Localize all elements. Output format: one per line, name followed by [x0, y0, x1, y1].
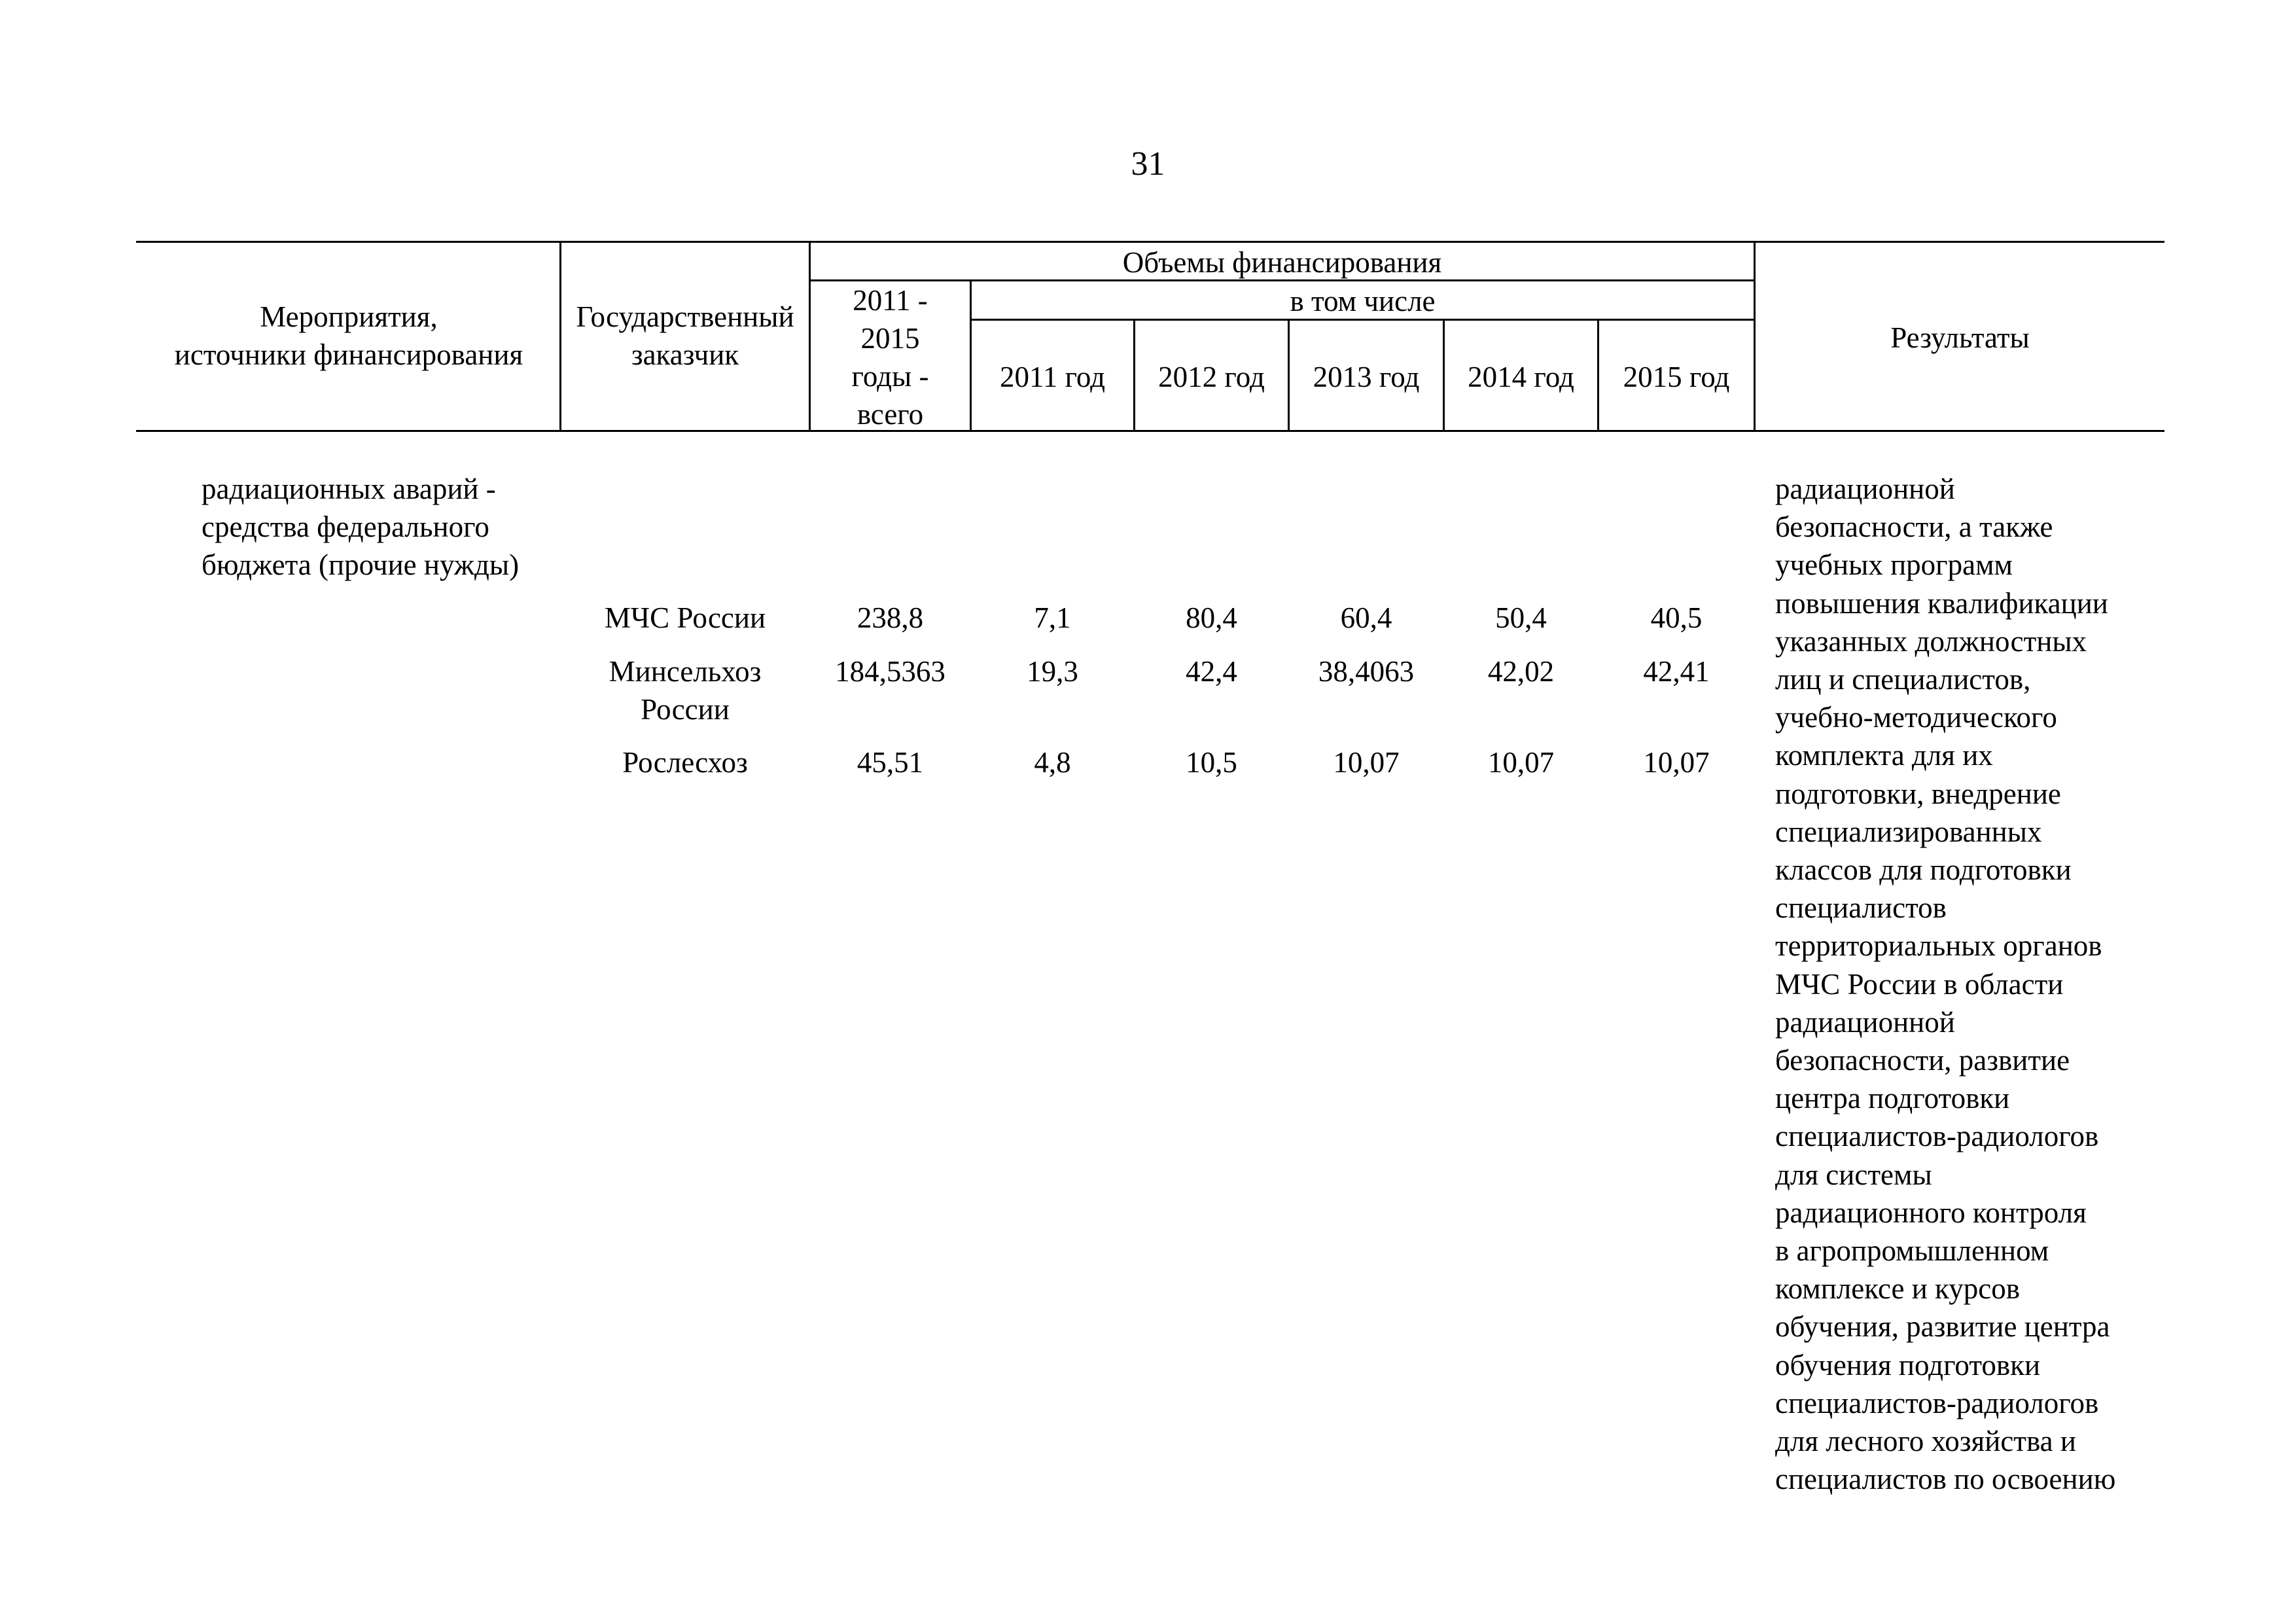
row-2013: 38,4063	[1318, 655, 1415, 688]
header-year-2011: 2011 год	[999, 361, 1105, 393]
results-line: радиационной	[1775, 1005, 1955, 1039]
results-line: лиц и специалистов,	[1775, 663, 2031, 696]
results-line: комплексе и курсов	[1775, 1272, 2020, 1306]
row-customer: Рослесхоз	[622, 746, 748, 779]
results-line: учебно-методического	[1775, 701, 2057, 734]
activity-description	[202, 470, 568, 584]
row-2015: 40,5	[1650, 601, 1703, 634]
header-total	[811, 281, 970, 433]
header-results: Результаты	[1890, 321, 2030, 354]
header-activity-line1: Мероприятия,	[260, 300, 438, 333]
header-total-line1: 2011 -	[853, 284, 928, 317]
header-customer-line2: заказчик	[631, 338, 739, 371]
results-line: учебных программ	[1775, 548, 2013, 582]
activity-line: средства федерального	[202, 510, 489, 543]
header-year-2015: 2015 год	[1623, 361, 1730, 393]
row-2015: 42,41	[1643, 655, 1710, 688]
results-line: радиационной	[1775, 473, 1955, 505]
row-2012: 10,5	[1186, 746, 1237, 779]
row-customer: МЧС России	[604, 601, 766, 634]
row-2012: 42,4	[1186, 655, 1237, 688]
row-total: 184,5363	[835, 655, 945, 688]
row-total: 238,8	[857, 601, 924, 634]
results-line: безопасности, развитие	[1775, 1044, 2070, 1077]
row-2014: 42,02	[1487, 655, 1555, 688]
results-line: безопасности, а также	[1775, 510, 2053, 544]
results-line: специалистов-радиологов	[1775, 1386, 2099, 1419]
results-line: территориальных органов	[1775, 929, 2102, 963]
row-2015: 10,07	[1643, 746, 1710, 779]
header-customer	[561, 298, 809, 374]
page-number: 31	[1131, 145, 1165, 183]
results-line: специалистов	[1775, 891, 1947, 925]
header-activity	[138, 298, 559, 374]
row-2014: 50,4	[1495, 601, 1547, 634]
results-line: в агропромышленном	[1775, 1234, 2049, 1268]
row-total: 45,51	[857, 746, 924, 779]
header-activity-line2: источники финансирования	[174, 338, 523, 371]
row-customer-line2: России	[641, 693, 730, 726]
row-2011: 19,3	[1027, 655, 1078, 688]
results-line: классов для подготовки	[1775, 853, 2072, 887]
row-2011: 4,8	[1034, 746, 1071, 779]
row-2012: 80,4	[1186, 601, 1237, 634]
results-line: центра подготовки	[1775, 1082, 2010, 1115]
header-year-2014: 2014 год	[1468, 361, 1574, 393]
results-line: МЧС России в области	[1775, 967, 2064, 1001]
header-including: в том числе	[1290, 285, 1436, 317]
row-2013: 10,07	[1333, 746, 1400, 779]
header-total-line4: всего	[857, 398, 924, 431]
results-line: комплекта для их	[1775, 739, 1993, 772]
results-line: указанных должностных	[1775, 624, 2087, 658]
header-customer-line1: Государственный	[576, 300, 794, 333]
results-line: радиационного контроля	[1775, 1196, 2087, 1229]
header-total-line2: 2015	[860, 322, 920, 355]
results-line: специализированных	[1775, 815, 2042, 848]
results-line: специалистов по освоению	[1775, 1463, 2116, 1496]
header-funding: Объемы финансирования	[1122, 246, 1442, 279]
header-total-line3: годы -	[851, 360, 929, 393]
row-2011: 7,1	[1034, 601, 1071, 634]
activity-line: радиационных аварий -	[202, 473, 496, 505]
activity-line: бюджета (прочие нужды)	[202, 548, 520, 581]
row-customer	[561, 652, 809, 728]
header-top-rule	[136, 241, 2164, 243]
row-2014: 10,07	[1487, 746, 1555, 779]
row-customer-line1: Минсельхоз	[609, 655, 762, 688]
results-line: для лесного хозяйства и	[1775, 1425, 2076, 1458]
results-line: обучения, развитие центра	[1775, 1310, 2110, 1344]
row-2013: 60,4	[1340, 601, 1392, 634]
results-text	[1775, 470, 2187, 1498]
results-line: специалистов-радиологов	[1775, 1120, 2099, 1153]
results-line: повышения квалификации	[1775, 586, 2108, 620]
results-line: обучения подготовки	[1775, 1348, 2041, 1382]
header-year-2012: 2012 год	[1158, 361, 1265, 393]
header-bottom-rule	[136, 430, 2164, 432]
results-line: подготовки, внедрение	[1775, 777, 2061, 810]
header-year-2013: 2013 год	[1313, 361, 1420, 393]
results-line: для системы	[1775, 1158, 1932, 1191]
